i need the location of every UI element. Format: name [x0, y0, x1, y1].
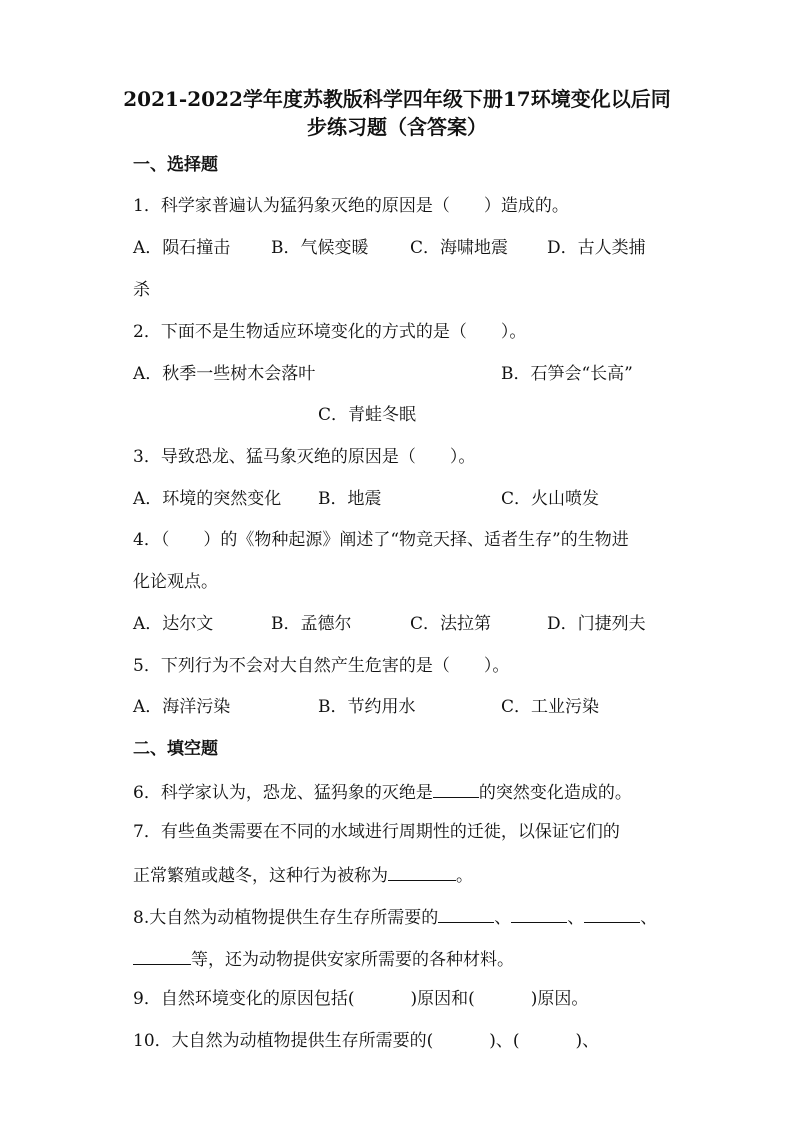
section-fill-heading: 二、填空题 — [133, 739, 218, 759]
q4-option-c: C．法拉第 — [410, 614, 492, 634]
q1-stem: 1．科学家普遍认为猛犸象灭绝的原因是（ ）造成的。 — [133, 196, 569, 216]
q7-line-2 — [133, 862, 473, 888]
q2-option-b: B．石笋会“长高” — [501, 364, 633, 384]
q2-option-a: A．秋季一些树木会落叶 — [133, 364, 316, 384]
q6-text-post: 的突然变化造成的。 — [478, 783, 632, 803]
q4-option-d: D．门捷列夫 — [547, 614, 646, 634]
q9-text-mid: )原因和( — [410, 989, 475, 1009]
q6-line — [133, 779, 632, 805]
section-choice-heading: 一、选择题 — [133, 155, 218, 175]
q7-text-post: 。 — [456, 866, 473, 886]
q6-text-pre: 6．科学家认为，恐龙、猛犸象的灭绝是 — [133, 783, 433, 803]
title-line-1: 2021-2022学年度苏教版科学四年级下册17环境变化以后同 — [123, 87, 671, 111]
q4-stem: 4．（ ）的《物种起源》阐述了“物竞天择、适者生存”的生物进 — [133, 530, 629, 550]
q3-option-c: C．火山喷发 — [501, 489, 600, 509]
q8-sep-1: 、 — [494, 908, 512, 928]
q8-text-post: 等，还为动物提供安家所需要的各种材料。 — [191, 950, 514, 970]
q3-option-b: B．地震 — [318, 489, 382, 509]
q3-stem: 3．导致恐龙、猛马象灭绝的原因是（ ）。 — [133, 447, 476, 467]
q2-stem: 2．下面不是生物适应环境变化的方式的是（ ）。 — [133, 322, 527, 342]
q6-answer-blank[interactable] — [433, 779, 479, 798]
q1-option-d: D．古人类捕 — [547, 238, 646, 258]
q1-option-a: A．陨石撞击 — [133, 238, 231, 258]
q3-option-a: A．环境的突然变化 — [133, 489, 282, 509]
q1-option-c: C．海啸地震 — [410, 238, 509, 258]
q8-answer-blank-1[interactable] — [438, 904, 494, 923]
q9-text-pre: 9．自然环境变化的原因包括( — [133, 989, 355, 1009]
title-line-2: 步练习题（含答案） — [307, 115, 487, 139]
q10-text-mid: )、( — [489, 1031, 520, 1051]
q7-answer-blank[interactable] — [388, 862, 456, 881]
q4-option-a: A．达尔文 — [133, 614, 214, 634]
q8-sep-3: 、 — [640, 908, 658, 928]
q7-text-pre: 正常繁殖或越冬，这种行为被称为 — [133, 866, 388, 886]
q4-option-b: B．孟德尔 — [271, 614, 352, 634]
q4-stem-cont: 化论观点。 — [133, 572, 218, 592]
q7-line-1: 7．有些鱼类需要在不同的水域进行周期性的迁徙，以保证它们的 — [133, 822, 620, 842]
q9-line — [133, 987, 588, 1011]
q1-option-b: B．气候变暖 — [271, 238, 369, 258]
q1-option-d-cont: 杀 — [133, 280, 150, 300]
q9-text-post: )原因。 — [530, 989, 589, 1009]
q8-line-1 — [133, 904, 657, 930]
q5-stem: 5．下列行为不会对大自然产生危害的是（ ）。 — [133, 656, 510, 676]
q8-answer-blank-4[interactable] — [133, 946, 191, 965]
q8-line-2 — [133, 946, 514, 972]
q8-answer-blank-2[interactable] — [511, 904, 567, 923]
q10-text-post: )、 — [575, 1031, 600, 1051]
q10-line — [133, 1029, 599, 1053]
q2-option-c: C．青蛙冬眠 — [318, 405, 417, 425]
q5-option-c: C．工业污染 — [501, 697, 600, 717]
q10-text-pre: 10．大自然为动植物提供生存所需要的( — [133, 1031, 434, 1051]
q5-option-b: B．节约用水 — [318, 697, 416, 717]
q8-text-pre: 8.大自然为动植物提供生存生存所需要的 — [133, 908, 439, 928]
q8-sep-2: 、 — [567, 908, 585, 928]
q5-option-a: A．海洋污染 — [133, 697, 231, 717]
q8-answer-blank-3[interactable] — [584, 904, 640, 923]
